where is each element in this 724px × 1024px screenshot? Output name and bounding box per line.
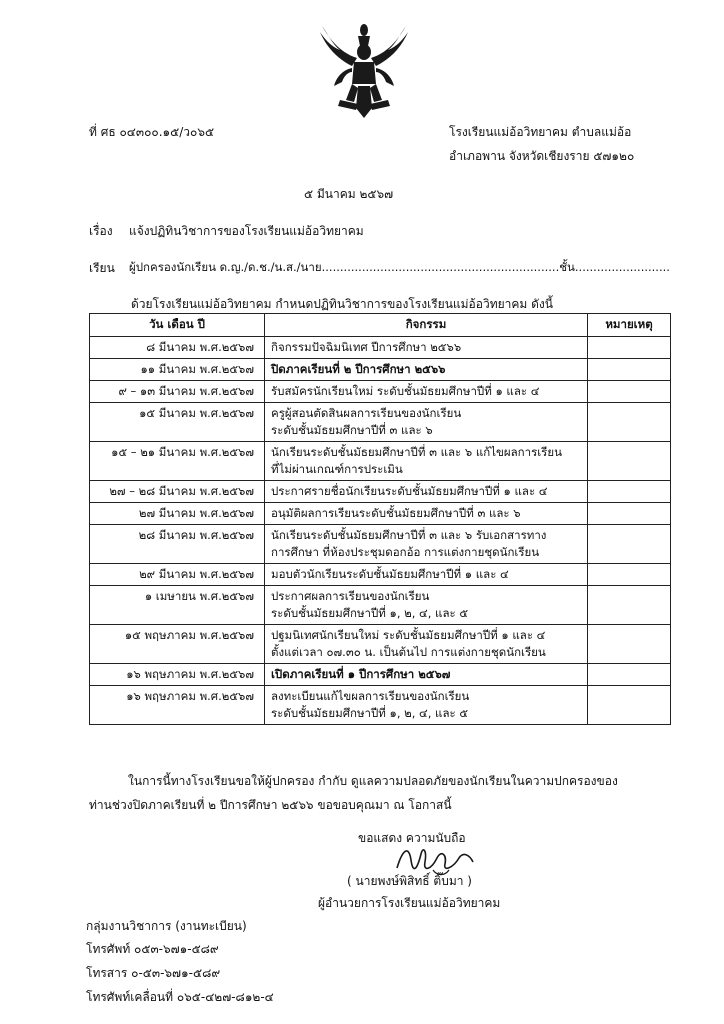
regards: ขอแสดง ความนับถือ xyxy=(358,831,466,845)
subject-text: แจ้งปฏิทินวิชาการของโรงเรียนแม่อ้อวิทยาคม xyxy=(129,224,364,238)
header-note: หมายเหตุ xyxy=(588,314,671,337)
table-row xyxy=(90,481,671,503)
table-row xyxy=(90,381,671,403)
header-date: วัน เดือน ปี xyxy=(90,314,265,337)
row-activity xyxy=(265,442,588,481)
activity-line: การศึกษา ที่ห้องประชุมดอกอ้อ การแต่งกายชุดนักเรียน xyxy=(271,545,540,559)
activity-line: ลงทะเบียนแก้ไขผลการเรียนของนักเรียน xyxy=(271,689,470,703)
activity-line: รับสมัครนักเรียนใหม่ ระดับชั้นมัธยมศึกษาปีที่ ๑ และ ๔ xyxy=(271,384,540,398)
subject-label: เรื่อง xyxy=(89,224,113,238)
row-note xyxy=(588,503,671,525)
row-activity xyxy=(265,359,588,381)
row-date: ๙ – ๑๓ มีนาคม พ.ศ.๒๕๖๗ xyxy=(90,381,265,403)
letter-date: ๕ มีนาคม ๒๕๖๗ xyxy=(304,187,394,201)
reference-number: ที่ ศธ ๐๔๓๐๐.๑๕/ว๐๖๕ xyxy=(89,125,215,139)
row-activity xyxy=(265,403,588,442)
table-row xyxy=(90,503,671,525)
row-date: ๑๕ มีนาคม พ.ศ.๒๕๖๗ xyxy=(90,403,265,442)
row-activity xyxy=(265,664,588,686)
activity-line: ปิดภาคเรียนที่ ๒ ปีการศึกษา ๒๕๖๖ xyxy=(271,362,446,376)
activity-line: ระดับชั้นมัธยมศึกษาปีที่ ๑, ๒, ๔, และ ๕ xyxy=(271,706,469,720)
activity-line: นักเรียนระดับชั้นมัธยมศึกษาปีที่ ๓ และ ๖ รับเอกสารทาง xyxy=(271,528,547,542)
row-date: ๑๖ พฤษภาคม พ.ศ.๒๕๖๗ xyxy=(90,686,265,725)
signer-name: ( นายพงษ์พิสิทธิ์ ติ๊บมา ) xyxy=(347,874,472,888)
row-note xyxy=(588,686,671,725)
row-date: ๒๘ มีนาคม พ.ศ.๒๕๖๗ xyxy=(90,525,265,564)
row-note xyxy=(588,481,671,503)
row-activity xyxy=(265,503,588,525)
table-row xyxy=(90,564,671,586)
row-note xyxy=(588,564,671,586)
row-note xyxy=(588,337,671,359)
row-date: ๒๗ – ๒๘ มีนาคม พ.ศ.๒๕๖๗ xyxy=(90,481,265,503)
activity-line: ระดับชั้นมัธยมศึกษาปีที่ ๓ และ ๖ xyxy=(271,423,433,437)
row-note xyxy=(588,381,671,403)
row-activity xyxy=(265,686,588,725)
row-date: ๑ เมษายน พ.ศ.๒๕๖๗ xyxy=(90,586,265,625)
row-activity xyxy=(265,381,588,403)
header-activity: กิจกรรม xyxy=(265,314,588,337)
row-date: ๑๕ พฤษภาคม พ.ศ.๒๕๖๗ xyxy=(90,625,265,664)
row-note xyxy=(588,442,671,481)
school-address-line-2: อำเภอพาน จังหวัดเชียงราย ๕๗๑๒๐ xyxy=(449,149,635,163)
table-row xyxy=(90,625,671,664)
row-activity xyxy=(265,625,588,664)
table-row xyxy=(90,442,671,481)
intro-paragraph: ด้วยโรงเรียนแม่อ้อวิทยาคม กำหนดปฏิทินวิชาการของโรงเรียนแม่อ้อวิทยาคม ดังนี้ xyxy=(131,297,553,311)
row-date: ๒๗ มีนาคม พ.ศ.๒๕๖๗ xyxy=(90,503,265,525)
row-note xyxy=(588,664,671,686)
row-activity xyxy=(265,481,588,503)
row-activity xyxy=(265,337,588,359)
activity-line: ครูผู้สอนตัดสินผลการเรียนของนักเรียน xyxy=(271,406,462,420)
activity-line: ปฐมนิเทศนักเรียนใหม่ ระดับชั้นมัธยมศึกษาปีที่ ๑ และ ๔ xyxy=(271,628,546,642)
row-activity xyxy=(265,564,588,586)
activity-line: มอบตัวนักเรียนระดับชั้นมัธยมศึกษาปีที่ ๑ และ ๔ xyxy=(271,567,509,581)
activity-line: กิจกรรมปัจฉิมนิเทศ ปีการศึกษา ๒๕๖๖ xyxy=(271,340,462,354)
table-header-row xyxy=(90,314,671,337)
table-row xyxy=(90,359,671,381)
table-row xyxy=(90,586,671,625)
table-row xyxy=(90,686,671,725)
garuda-emblem xyxy=(318,22,410,120)
fax: โทรสาร ๐-๕๓-๖๗๑-๕๘๙ xyxy=(86,966,221,980)
school-address-line-1: โรงเรียนแม่อ้อวิทยาคม ตำบลแม่อ้อ xyxy=(449,125,632,139)
row-activity xyxy=(265,525,588,564)
mobile-phone: โทรศัพท์เคลื่อนที่ ๐๖๕-๔๒๗-๘๑๒-๔ xyxy=(86,990,274,1004)
row-note xyxy=(588,359,671,381)
table-row xyxy=(90,337,671,359)
department: กลุ่มงานวิชาการ (งานทะเบียน) xyxy=(86,919,247,933)
closing-paragraph-line-2: ท่านช่วงปิดภาคเรียนที่ ๒ ปีการศึกษา ๒๕๖๖ ขอขอบคุณมา ณ โอกาสนี้ xyxy=(89,798,452,812)
activity-line: ที่ไม่ผ่านเกณฑ์การประเมิน xyxy=(271,462,403,476)
closing-paragraph-line-1: ในการนี้ทางโรงเรียนขอให้ผู้ปกครอง กำกับ ดูแลความปลอดภัยของนักเรียนในความปกครองของ xyxy=(128,774,618,788)
row-date: ๑๑ มีนาคม พ.ศ.๒๕๖๗ xyxy=(90,359,265,381)
activity-line: นักเรียนระดับชั้นมัธยมศึกษาปีที่ ๓ และ ๖ แก้ไขผลการเรียน xyxy=(271,445,562,459)
row-activity xyxy=(265,586,588,625)
phone: โทรศัพท์ ๐๕๓-๖๗๑-๕๘๙ xyxy=(86,942,219,956)
academic-calendar-table xyxy=(89,313,671,725)
row-note xyxy=(588,625,671,664)
row-date: ๑๕ – ๒๑ มีนาคม พ.ศ.๒๕๖๗ xyxy=(90,442,265,481)
activity-line: อนุมัติผลการเรียนระดับชั้นมัธยมศึกษาปีที่ ๓ และ ๖ xyxy=(271,506,521,520)
activity-line: ประกาศผลการเรียนของนักเรียน xyxy=(271,589,430,603)
row-date: ๒๙ มีนาคม พ.ศ.๒๕๖๗ xyxy=(90,564,265,586)
row-note xyxy=(588,586,671,625)
row-date: ๘ มีนาคม พ.ศ.๒๕๖๗ xyxy=(90,337,265,359)
recipient-text: ผู้ปกครองนักเรียน ด.ญ./ด.ช./น.ส./นาย.................................................................ชั้น.......................... xyxy=(129,260,670,274)
activity-line: ตั้งแต่เวลา ๐๗.๓๐ น. เป็นต้นไป การแต่งกายชุดนักเรียน xyxy=(271,645,546,659)
table-row xyxy=(90,403,671,442)
activity-line: ระดับชั้นมัธยมศึกษาปีที่ ๑, ๒, ๔, และ ๕ xyxy=(271,606,469,620)
row-note xyxy=(588,525,671,564)
activity-line: เปิดภาคเรียนที่ ๑ ปีการศึกษา ๒๕๖๗ xyxy=(271,667,451,681)
row-date: ๑๖ พฤษภาคม พ.ศ.๒๕๖๗ xyxy=(90,664,265,686)
table-row xyxy=(90,525,671,564)
row-note xyxy=(588,403,671,442)
activity-line: ประกาศรายชื่อนักเรียนระดับชั้นมัธยมศึกษาปีที่ ๑ และ ๔ xyxy=(271,484,548,498)
table-row xyxy=(90,664,671,686)
recipient-label: เรียน xyxy=(89,261,115,275)
signer-position: ผู้อำนวยการโรงเรียนแม่อ้อวิทยาคม xyxy=(318,896,501,910)
